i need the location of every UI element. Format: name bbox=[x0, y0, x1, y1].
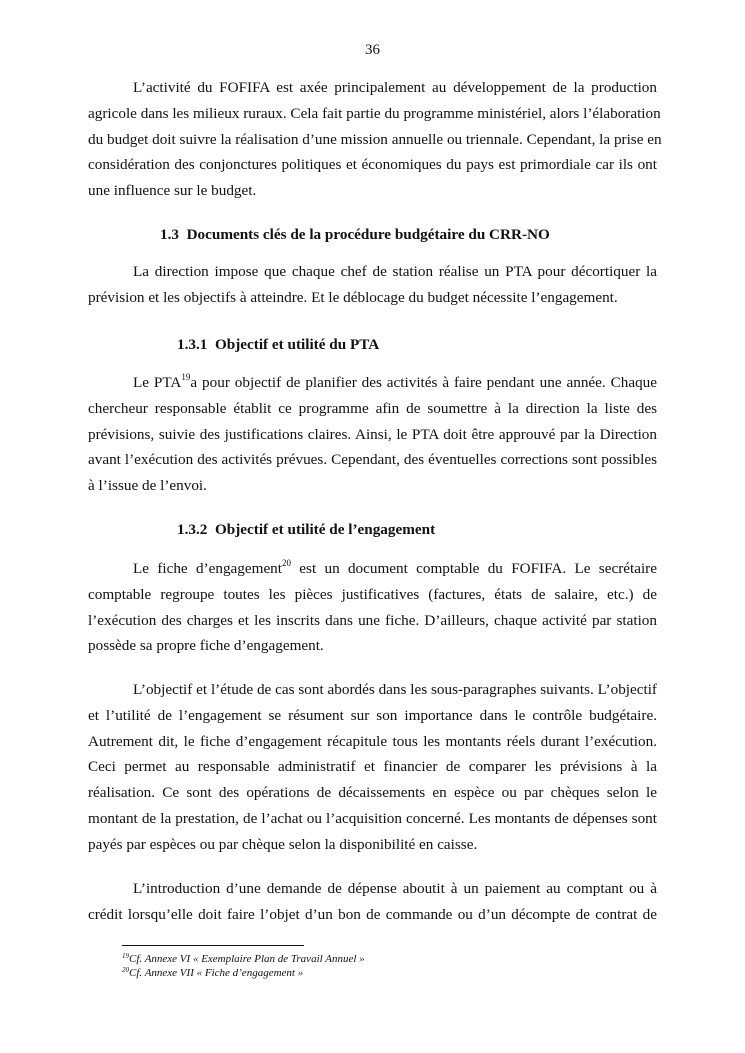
text-line bbox=[88, 677, 657, 703]
text-segment: avant l’exécution des activités prévues. Cependant, des éventuelles corrections sont possibles bbox=[88, 451, 657, 469]
text-segment: prévision et les objectifs à atteindre. Et le déblocage du budget nécessite l’engagement. bbox=[88, 288, 618, 306]
footnote-20 bbox=[122, 967, 303, 979]
text-line bbox=[88, 259, 657, 285]
text-segment: Ceci permet au responsable administratif et financier de comparer les prévisions à la bbox=[88, 758, 657, 776]
text-segment: réalisation. Ce sont des opérations de décaissements en espèce ou par chèques selon le bbox=[88, 784, 657, 802]
text-line bbox=[88, 729, 657, 755]
text-line bbox=[88, 396, 657, 422]
paragraph bbox=[88, 75, 662, 204]
text-line bbox=[88, 285, 657, 311]
paragraph bbox=[88, 876, 657, 928]
text-line bbox=[88, 876, 657, 902]
text-segment: à l’issue de l’envoi. bbox=[88, 477, 207, 495]
text-segment: Le PTA bbox=[133, 374, 182, 391]
text-segment: prévisions, suivie des justifications claires. Ainsi, le PTA doit être approuvé par la Direction bbox=[88, 425, 657, 443]
footnote-text: Cf. Annexe VII « Fiche d’engagement » bbox=[129, 967, 304, 979]
text-segment: La direction impose que chaque chef de station réalise un PTA pour décortiquer la bbox=[133, 263, 657, 280]
text-segment: chercheur responsable établit ce programme afin de soumettre à la direction la liste des bbox=[88, 399, 657, 417]
text-line bbox=[88, 806, 657, 832]
text-segment: payés par espèces ou par chèque selon la disponibilité en caisse. bbox=[88, 835, 478, 853]
text-line bbox=[88, 473, 657, 499]
text-segment: une influence sur le budget. bbox=[88, 182, 257, 200]
text-segment: a pour objectif de planifier des activités à faire pendant une année. Chaque bbox=[190, 374, 657, 391]
text-segment: Le fiche d’engagement bbox=[133, 560, 282, 577]
page-number: 36 bbox=[365, 42, 380, 58]
paragraph bbox=[88, 556, 657, 659]
text-line bbox=[88, 780, 657, 806]
text-segment: Autrement dit, le fiche d’engagement récapitule tous les montants réels durant l’exécution. bbox=[88, 732, 657, 750]
text-line bbox=[88, 178, 657, 204]
text-segment: L’objectif et l’étude de cas sont abordés dans les sous-paragraphes suivants. L’objectif bbox=[133, 681, 657, 698]
text-segment: du budget doit suivre la réalisation d’une mission annuelle ou triennale. Cependant, la prise en bbox=[88, 130, 662, 148]
text-segment: crédit lorsqu’elle doit faire l’objet d’un bon de commande ou d’un décompte de contrat de bbox=[88, 905, 657, 923]
text-line bbox=[88, 582, 657, 608]
text-segment: est un document comptable du FOFIFA. Le secrétaire bbox=[291, 560, 657, 577]
text-line bbox=[88, 703, 657, 729]
text-line bbox=[88, 556, 657, 582]
text-line bbox=[88, 127, 662, 153]
text-line bbox=[88, 902, 657, 928]
text-line bbox=[88, 101, 661, 127]
footnote-number: 20 bbox=[122, 966, 129, 974]
text-segment: l’exécution des charges et les inscrits dans une fiche. D’ailleurs, chaque activité par station bbox=[88, 611, 657, 629]
footnote-separator bbox=[122, 945, 304, 946]
footnote-19 bbox=[122, 953, 365, 965]
section-heading-1-3-2: 1.3.2 Objectif et utilité de l’engagement bbox=[177, 521, 436, 538]
footnote-reference: 20 bbox=[282, 558, 291, 568]
footnote-reference: 19 bbox=[181, 372, 191, 382]
paragraph bbox=[88, 259, 657, 311]
text-segment: comptable regroupe toutes les pièces justificatives (factures, états de salaire, etc.) de bbox=[88, 585, 657, 603]
text-segment: et l’utilité de l’engagement se résument sur son importance dans le contrôle budgétaire. bbox=[88, 706, 657, 724]
text-line bbox=[88, 633, 657, 659]
text-segment: possède sa propre fiche d’engagement. bbox=[88, 637, 324, 655]
text-segment: L’introduction d’une demande de dépense aboutit à un paiement au comptant ou à bbox=[133, 880, 657, 897]
text-segment: considération des conjonctures politiques et économiques du pays est primordiale car ils ont bbox=[88, 156, 657, 174]
text-segment: L’activité du FOFIFA est axée principalement au développement de la production bbox=[133, 79, 657, 96]
footnote-number: 19 bbox=[122, 952, 129, 960]
text-segment: agricole dans les milieux ruraux. Cela fait partie du programme ministériel, alors l’élaboration bbox=[88, 104, 661, 122]
text-line bbox=[88, 832, 657, 858]
text-segment: montant de la prestation, de l’achat ou l’acquisition concerné. Les montants de dépenses sont bbox=[88, 809, 657, 827]
section-heading-1-3: 1.3 Documents clés de la procédure budgétaire du CRR-NO bbox=[160, 226, 550, 243]
paragraph bbox=[88, 677, 657, 858]
text-line bbox=[88, 447, 657, 473]
text-line bbox=[88, 75, 657, 101]
text-line bbox=[88, 152, 657, 178]
text-line bbox=[88, 422, 657, 448]
text-line bbox=[88, 754, 657, 780]
section-heading-1-3-1: 1.3.1 Objectif et utilité du PTA bbox=[177, 336, 380, 353]
footnote-text: Cf. Annexe VI « Exemplaire Plan de Travail Annuel » bbox=[129, 953, 365, 965]
text-line bbox=[88, 370, 657, 396]
text-line bbox=[88, 608, 657, 634]
paragraph bbox=[88, 370, 657, 499]
